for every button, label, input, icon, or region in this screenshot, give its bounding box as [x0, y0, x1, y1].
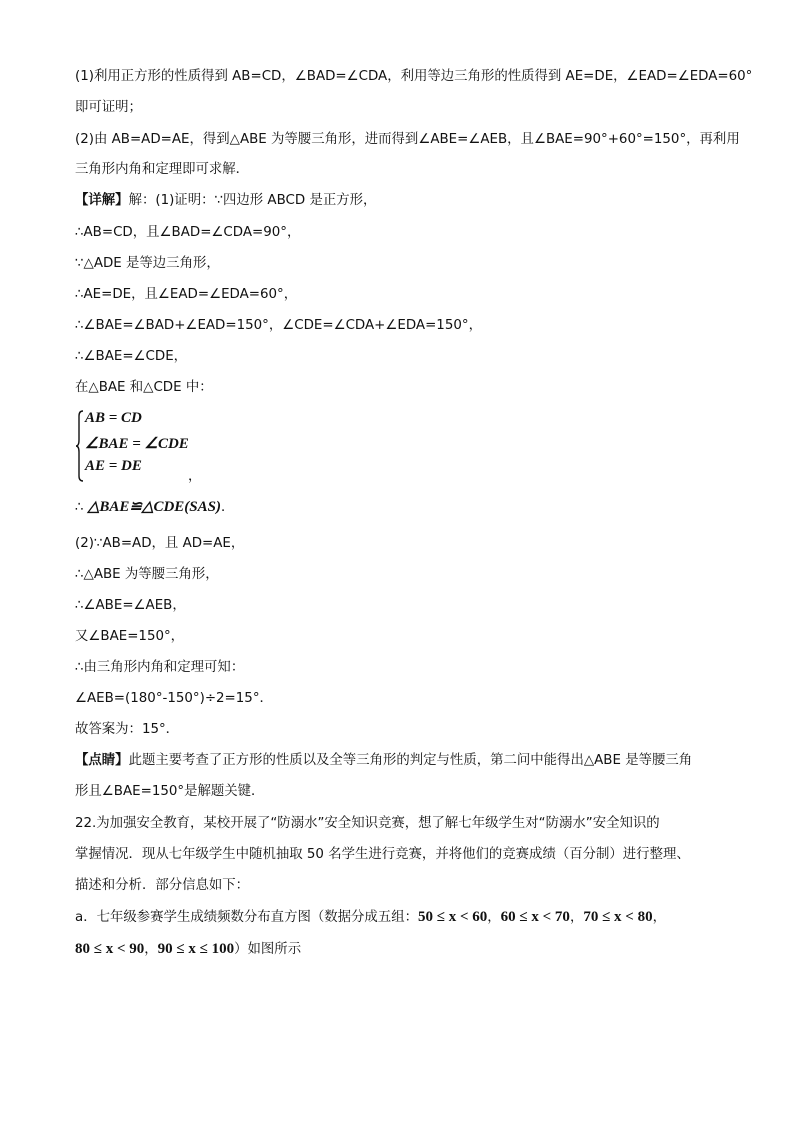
- equation-row-1: AB = CD: [85, 410, 142, 426]
- range-4: 80 ≤ x < 90: [75, 941, 145, 957]
- range-2: 60 ≤ x < 70: [500, 909, 570, 925]
- detail-label: 【详解】: [75, 193, 129, 208]
- question-line-3: 描述和分析．部分信息如下：: [75, 878, 250, 893]
- congruence-line: [75, 498, 234, 517]
- left-brace-icon: [75, 410, 85, 482]
- text-line-9: ∴∠BAE=∠BAD+∠EAD=150°，∠CDE=∠CDA+∠EDA=150°，: [75, 318, 482, 333]
- system-comma: ，: [188, 469, 202, 484]
- text-line-10: ∴∠BAE=∠CDE，: [75, 349, 188, 364]
- text-line-4: 三角形内角和定理即可求解．: [75, 162, 250, 177]
- detail-line: [75, 192, 376, 210]
- range-3: 70 ≤ x < 80: [583, 909, 653, 925]
- equation-row-2: ∠BAE = ∠CDE: [85, 436, 189, 452]
- range-5: 90 ≤ x ≤ 100: [157, 941, 235, 957]
- text-line-1: (1)利用正方形的性质得到 AB=CD，∠BAD=∠CDA，利用等边三角形的性质得到 AE=DE，∠EAD=∠EDA=60°: [75, 69, 753, 84]
- question-line-1: 22.为加强安全教育，某校开展了“防溺水”安全知识竞赛，想了解七年级学生对“防溺水”安全知识的: [75, 816, 660, 831]
- text-line-20: 形且∠BAE=150°是解题关键．: [75, 784, 265, 799]
- text-line-13: ∴△ABE 为等腰三角形，: [75, 567, 219, 582]
- text-line-8: ∴AE=DE，且∠EAD=∠EDA=60°，: [75, 287, 298, 302]
- text-line-17: ∠AEB=(180°-150°)÷2=15°．: [75, 691, 273, 706]
- text-line-11: 在△BAE 和△CDE 中：: [75, 380, 213, 395]
- congruence-period: ．: [220, 500, 235, 515]
- therefore-symbol: ∴: [75, 500, 84, 515]
- comment-line: [75, 752, 692, 770]
- detail-text: 解：(1)证明：∵四边形 ABCD 是正方形，: [128, 193, 377, 208]
- comment-label: 【点睛】: [75, 753, 129, 768]
- text-line-2: 即可证明；: [75, 100, 142, 115]
- text-line-7: ∵△ADE 是等边三角形，: [75, 256, 220, 271]
- question-line-2: 掌握情况．现从七年级学生中随机抽取 50 名学生进行竞赛，并将他们的竞赛成绩（百分制）进行整理、: [75, 847, 690, 862]
- histogram-caption: a．七年级参赛学生成绩频数分布直方图（数据分成五组：: [75, 910, 418, 925]
- question-line-5: [75, 940, 301, 959]
- comment-text: 此题主要考查了正方形的性质以及全等三角形的判定与性质，第二问中能得出△ABE 是等腰三角: [128, 753, 693, 768]
- text-line-12: (2)∵AB=AD，且 AD=AE，: [75, 536, 245, 551]
- range-separator: ，: [652, 910, 666, 925]
- question-line-4: [75, 908, 666, 927]
- range-1: 50 ≤ x < 60: [417, 909, 488, 925]
- figure-reference: ）如图所示: [234, 942, 302, 957]
- text-line-18: 故答案为：15°．: [75, 722, 180, 737]
- text-line-15: 又∠BAE=150°，: [75, 629, 185, 644]
- text-line-6: ∴AB=CD，且∠BAD=∠CDA=90°，: [75, 225, 301, 240]
- text-line-3: (2)由 AB=AD=AE，得到△ABE 为等腰三角形，进而得到∠ABE=∠AEB，且∠BAE=90°+60°=150°，再利用: [75, 132, 740, 147]
- range-separator: ，: [487, 910, 501, 925]
- text-line-14: ∴∠ABE=∠AEB，: [75, 598, 186, 613]
- equation-row-3: AE = DE: [85, 458, 142, 474]
- congruence-expression: △BAE≌△CDE(SAS): [87, 499, 221, 515]
- range-separator: ，: [144, 942, 158, 957]
- text-line-16: ∴由三角形内角和定理可知：: [75, 660, 245, 675]
- range-separator: ，: [569, 910, 584, 925]
